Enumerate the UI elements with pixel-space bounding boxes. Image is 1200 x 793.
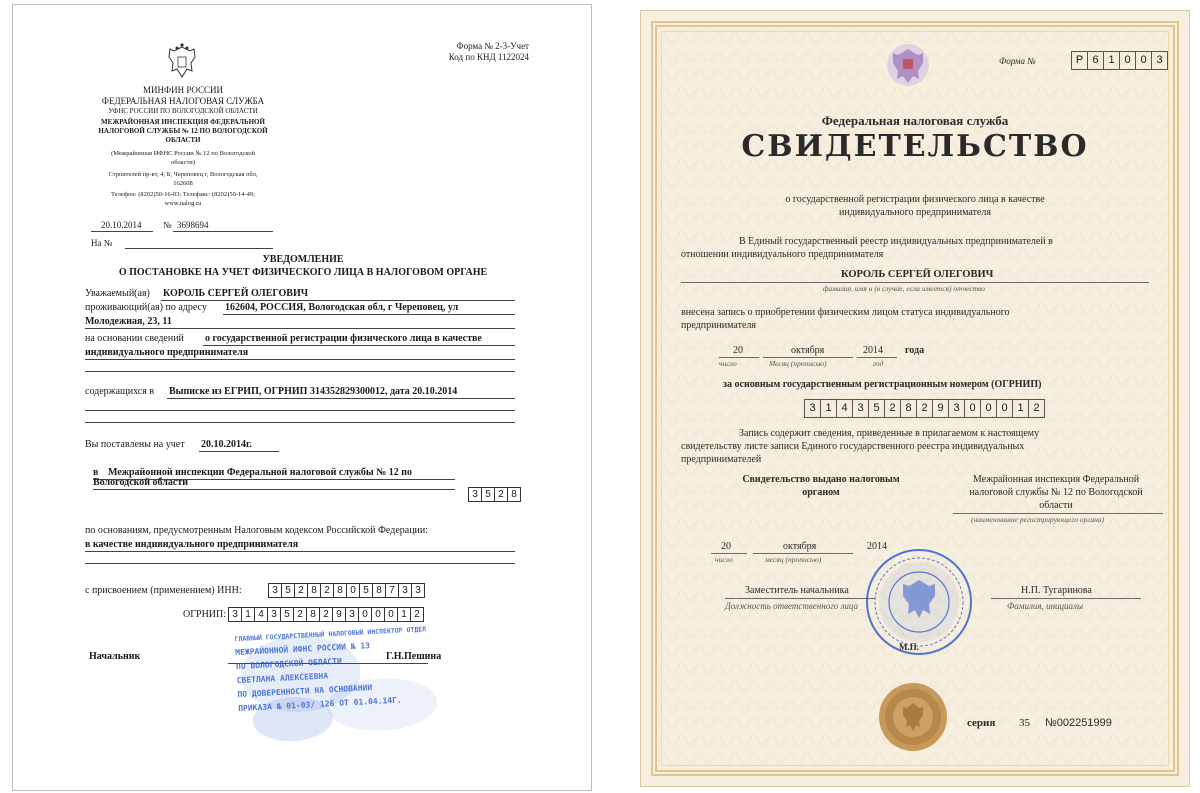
contained-line-3 (85, 422, 515, 423)
basis-label: на основании сведений (85, 333, 184, 344)
issue-year: 2014 (867, 541, 887, 552)
digit-cell: 3 (346, 607, 359, 622)
certificate-document (640, 10, 1190, 787)
digit-cell: 2 (1029, 399, 1045, 418)
digit-cell: 3 (268, 607, 281, 622)
digit-cell: 0 (359, 607, 372, 622)
round-stamp-icon (863, 546, 975, 658)
living-label: проживающий(ая) по адресу (85, 302, 207, 313)
digit-cell: 8 (308, 583, 321, 598)
issuing-organ (941, 473, 1171, 512)
digit-cell: 1 (242, 607, 255, 622)
stamp-line-5: ПО ДОВЕРЕННОСТИ НА ОСНОВАНИИ (237, 683, 373, 700)
service-name: ФЕДЕРАЛЬНАЯ НАЛОГОВАЯ СЛУЖБА (101, 96, 265, 106)
coat-of-arms-icon (165, 43, 199, 81)
digit-cell: 8 (508, 487, 521, 502)
basis-value-1: о государственной регистрации физического лица в качестве (205, 333, 482, 344)
certificate-subtitle (681, 193, 1149, 219)
reg-day: 20 (733, 345, 743, 356)
stamp-line-1: ГЛАВНЫЙ ГОСУДАРСТВЕННЫЙ НАЛОГОВЫЙ ИНСПЕКТОР ОТДЕЛ (234, 625, 427, 644)
digit-cell: 1 (1013, 399, 1029, 418)
person-hint: фамилия, имя и (в случае, если имеется) отчество (823, 284, 986, 293)
contained-line-1 (167, 398, 515, 399)
digit-cell: 0 (1120, 51, 1136, 70)
digit-cell: 4 (255, 607, 268, 622)
digit-cell: 6 (1088, 51, 1104, 70)
digit-cell: 5 (281, 607, 294, 622)
inspector-stamp (228, 622, 442, 745)
person-line (161, 300, 515, 301)
day-hint: число (719, 359, 737, 368)
knd-code: Код по КНД 1122024 (448, 52, 529, 62)
ogrnip-digits (804, 399, 1045, 418)
inspection-line-2: НАЛОГОВОЙ СЛУЖБЫ № 12 ПО ВОЛОГОДСКОЙ (98, 127, 268, 135)
signer-hint: Фамилия, инициалы (1007, 601, 1084, 611)
title-line-2: О ПОСТАНОВКЕ НА УЧЕТ ФИЗИЧЕСКОГО ЛИЦА В НАЛОГОВОМ ОРГАНЕ (118, 267, 488, 278)
inn-digits (268, 583, 425, 598)
digit-cell: 3 (468, 487, 482, 502)
digit-cell: 3 (268, 583, 282, 598)
in-label: в (93, 467, 99, 478)
form-label: Форма № 2-3-Учет (456, 41, 529, 51)
digit-cell: 8 (373, 583, 386, 598)
tax-office-code (468, 487, 521, 502)
digit-cell: 3 (399, 583, 412, 598)
digit-cell: 0 (981, 399, 997, 418)
notification-title (73, 253, 533, 279)
reg-year: 2014 (863, 345, 883, 356)
form-number (449, 41, 529, 63)
digit-cell: 5 (360, 583, 373, 598)
digit-cell: 2 (294, 607, 307, 622)
issue-day: 20 (721, 541, 731, 552)
para2-line-1: Запись содержит сведения, приведенные в прилагаемом к настоящему (739, 428, 1040, 439)
month-line (763, 357, 853, 358)
digit-cell: 5 (482, 487, 495, 502)
reg-month: октября (791, 345, 825, 356)
digit-cell: 0 (385, 607, 398, 622)
address-line-1 (223, 314, 515, 315)
digit-cell: 1 (821, 399, 837, 418)
contained-label: содержащихся в (85, 386, 155, 397)
in-value-1: Межрайонной инспекции Федеральной налоговой службы № 12 по (108, 467, 413, 478)
doc-date: 20.10.2014 (101, 220, 142, 230)
deputy-line (725, 598, 875, 599)
digit-cell: 3 (1152, 51, 1168, 70)
year-hint: год (873, 359, 884, 368)
digit-cell: 2 (321, 583, 334, 598)
digit-cell: 9 (333, 607, 346, 622)
on-number-line (125, 248, 273, 249)
record-text (681, 306, 1149, 332)
issuer-site: www.nalog.ru (164, 200, 202, 207)
dear-label: Уважаемый(ая) (85, 288, 150, 299)
head-label: Начальник (89, 651, 141, 662)
issued-by-label (721, 473, 921, 499)
digit-cell: 0 (1136, 51, 1152, 70)
issue-day-hint: число (715, 555, 733, 564)
stamp-text (228, 622, 440, 717)
stamp-line-2: МЕЖРАЙОННОЙ ИФНС РОССИИ № 13 (235, 641, 371, 658)
person-name: КОРОЛЬ СЕРГЕЙ ОЛЕГОВИЧ (163, 288, 309, 299)
issue-day-line (711, 553, 747, 554)
issue-month-line (753, 553, 853, 554)
organ-hint: (наименование регистрирующего органа) (971, 515, 1105, 524)
issued-line-2: органом (802, 487, 840, 498)
inn-label: с присвоением (применением) ИНН: (85, 585, 242, 596)
inspection-line-1: МЕЖРАЙОННАЯ ИНСПЕКЦИЯ ФЕДЕРАЛЬНОЙ (101, 118, 265, 126)
digit-cell: 2 (295, 583, 308, 598)
form-number-label: Форма № (999, 56, 1036, 66)
month-hint: Месяц (прописью) (769, 359, 827, 368)
gold-seal-icon (877, 681, 949, 753)
digit-cell: 7 (386, 583, 399, 598)
organ-line-2: налоговой службы № 12 по Вологодской (969, 487, 1143, 498)
digit-cell: 8 (901, 399, 917, 418)
on-number-label: На № (91, 238, 113, 248)
head-name: Г.Н.Пешина (386, 651, 442, 662)
paragraph-1 (681, 235, 1149, 261)
digit-cell: 2 (917, 399, 933, 418)
digit-cell: 3 (412, 583, 425, 598)
digit-cell: 4 (837, 399, 853, 418)
digit-cell: 8 (307, 607, 320, 622)
ogrnip-label: за основным государственным регистрационным номером (ОГРНИП) (723, 379, 1042, 390)
contained-value: Выписке из ЕГРИП, ОГРНИП 314352829300012, дата 20.10.2014 (169, 386, 458, 397)
seal-place-label: М.П. (899, 642, 919, 652)
issued-line-1: Свидетельство выдано налоговым (742, 474, 900, 485)
digit-cell: 0 (372, 607, 385, 622)
form-number-digits (1071, 51, 1168, 70)
digit-cell: 5 (869, 399, 885, 418)
person-name: КОРОЛЬ СЕРГЕЙ ОЛЕГОВИЧ (841, 269, 994, 280)
digit-cell: Р (1071, 51, 1088, 70)
digit-cell: 2 (885, 399, 901, 418)
service-name: Федеральная налоговая служба (821, 113, 1009, 128)
digit-cell: 1 (398, 607, 411, 622)
signer-name: Н.П. Тугаринова (1021, 585, 1092, 596)
subtitle-line-2: индивидуального предпринимателя (839, 207, 991, 218)
record-line-1: внесена запись о приобретении физическим лицом статуса индивидуального (681, 307, 1010, 318)
paragraph-2 (681, 427, 1149, 466)
digit-cell: 0 (347, 583, 360, 598)
year-line (857, 357, 897, 358)
digit-cell: 3 (853, 399, 869, 418)
digit-cell: 0 (997, 399, 1013, 418)
subtitle-line-1: о государственной регистрации физического лица в качестве (785, 194, 1045, 205)
certificate-number: №002251999 (1045, 717, 1112, 729)
ufns-name: УФНС РОССИИ ПО ВОЛОГОДСКОЙ ОБЛАСТИ (108, 107, 258, 115)
stamp-line-3: ПО ВОЛОГОДСКОЙ ОБЛАСТИ (235, 656, 343, 672)
certificate-title: СВИДЕТЕЛЬСТВО (741, 129, 1089, 164)
series-value: 35 (1019, 717, 1030, 729)
basis-line-3 (85, 371, 515, 372)
para2-line-3: предпринимателей (681, 454, 762, 465)
address-line-2 (85, 328, 515, 329)
para1-line-2: отношении индивидуального предпринимателя (681, 249, 884, 260)
in-value-2: Вологодской области (93, 477, 189, 488)
grounds-value: в качестве индивидуального предпринимателя (85, 539, 299, 550)
basis-line-2 (85, 359, 515, 360)
record-line-2: предпринимателя (681, 320, 756, 331)
basis-line-1 (203, 345, 515, 346)
title-line-1: УВЕДОМЛЕНИЕ (262, 254, 344, 265)
grounds-label: по основаниям, предусмотренным Налоговым кодексом Российской Федерации: (85, 525, 429, 536)
organ-line-1: Межрайонная инспекция Федеральной (972, 474, 1140, 485)
ogrnip-digits (228, 607, 424, 622)
signer-line (991, 598, 1141, 599)
registered-label: Вы поставлены на учет (85, 439, 185, 450)
stamp-line-6: ПРИКАЗА № 01-03/ 126 ОТ 01.04.14Г. (237, 695, 402, 714)
basis-value-2: индивидуального предпринимателя (85, 347, 249, 358)
address-value-1: 162604, РОССИЯ, Вологодская обл, г Череповец, ул (225, 302, 459, 313)
registered-date: 20.10.2014г. (201, 439, 252, 450)
address-value-2: Молодежная, 23, 11 (85, 316, 172, 327)
doc-number-label: № (163, 220, 172, 230)
issuer-address-line-1: Строителей пр-кт, 4, Б, Череповец г, Вологодская обл, (108, 171, 258, 178)
registered-line (199, 451, 279, 452)
notification-document (12, 4, 592, 791)
digit-cell: 2 (411, 607, 424, 622)
contained-line-2 (85, 410, 515, 411)
deputy-title: Заместитель начальника (745, 585, 849, 596)
para2-line-2: свидетельству листе записи Единого государственного реестра индивидуальных (681, 441, 1025, 452)
in-line-2 (93, 489, 455, 490)
digit-cell: 3 (804, 399, 821, 418)
para1-line-1: В Единый государственный реестр индивидуальных предпринимателей в (739, 236, 1053, 247)
digit-cell: 2 (320, 607, 333, 622)
reg-year-word: года (905, 345, 925, 356)
issuer-phone: Телефон: (8202)50-16-03; Телефакс: (8202)50-14-49; (111, 191, 255, 198)
ministry-name: МИНФИН РОССИИ (142, 85, 224, 95)
digit-cell: 2 (495, 487, 508, 502)
digit-cell: 3 (949, 399, 965, 418)
number-line (173, 231, 273, 232)
short-name-line-2: области) (171, 159, 195, 166)
issuer-address-line-2: 162608 (173, 180, 193, 187)
digit-cell: 5 (282, 583, 295, 598)
organ-line (953, 513, 1163, 514)
doc-number: 3698694 (177, 220, 209, 230)
grounds-line-2 (85, 563, 515, 564)
ogrnip-label: ОГРНИП: (183, 609, 227, 620)
grounds-line-1 (85, 551, 515, 552)
short-name-line-1: (Межрайонная ИФНС России № 12 по Вологодской (111, 150, 255, 157)
issue-month-hint: месяц (прописью) (765, 555, 822, 564)
series-label: серия (967, 717, 996, 729)
issuer-block (73, 85, 293, 208)
digit-cell: 8 (334, 583, 347, 598)
person-line (681, 282, 1149, 283)
organ-line-3: области (1039, 500, 1073, 511)
digit-cell: 1 (1104, 51, 1120, 70)
digit-cell: 3 (228, 607, 242, 622)
inspection-line-3: ОБЛАСТИ (165, 136, 201, 144)
digit-cell: 0 (965, 399, 981, 418)
issue-month: октября (783, 541, 817, 552)
deputy-hint: Должность ответственного лица (725, 601, 859, 611)
date-line (91, 231, 153, 232)
day-line (719, 357, 759, 358)
stamp-line-4: СВЕТЛАНА АЛЕКСЕЕВНА (236, 671, 329, 686)
emblem-icon (883, 41, 933, 89)
digit-cell: 9 (933, 399, 949, 418)
